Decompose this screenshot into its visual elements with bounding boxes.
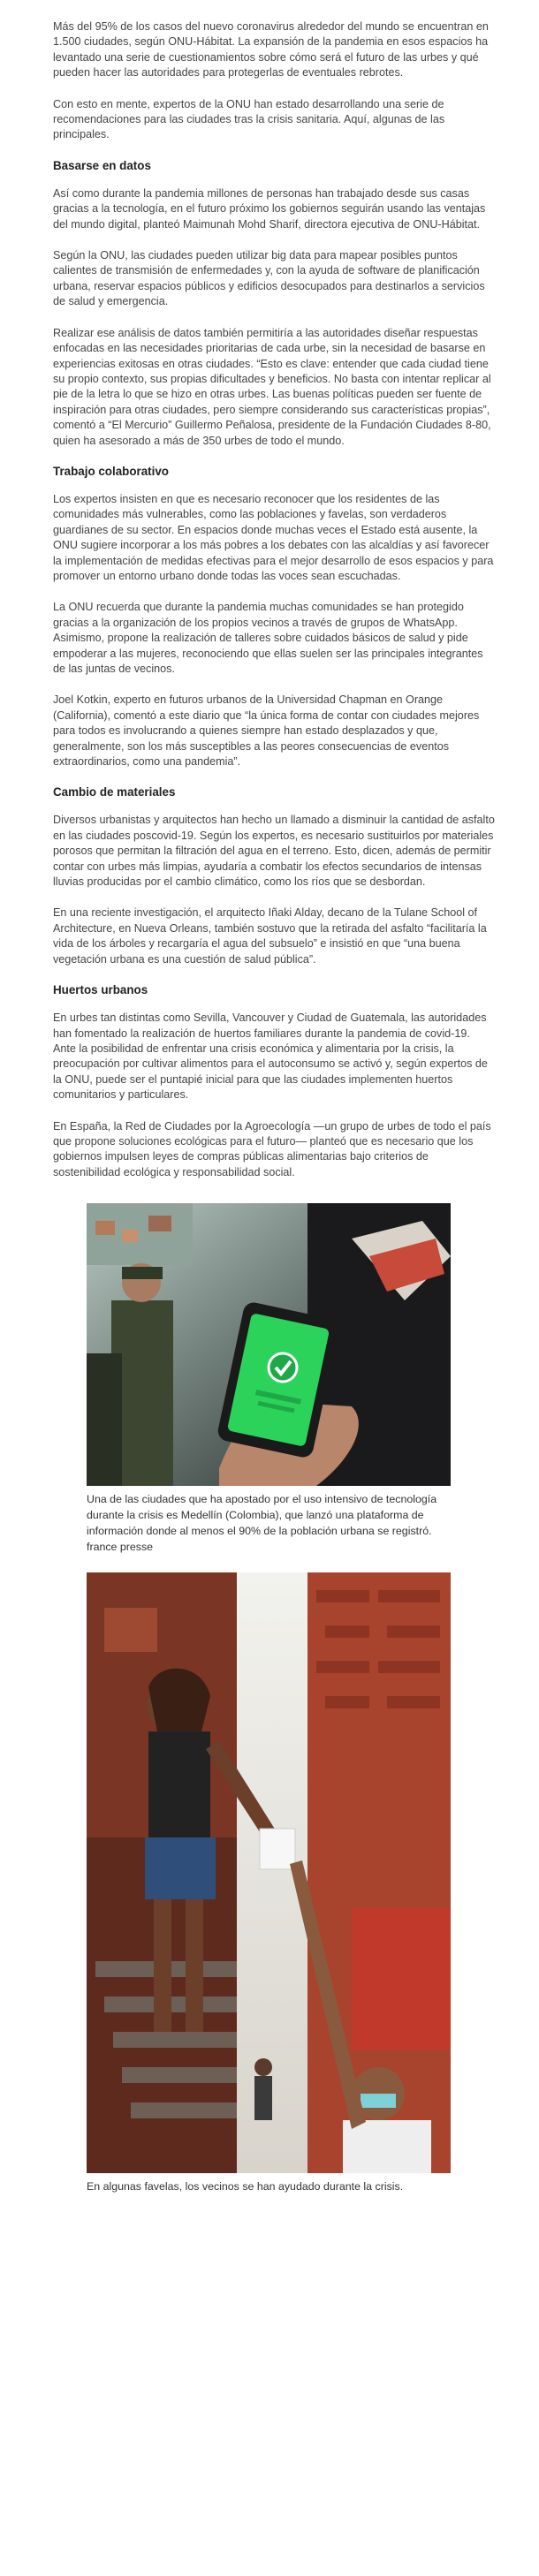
figure-medellin [87,1203,451,1555]
paragraph: Realizar ese análisis de datos también permitiría a las autoridades diseñar respuestas enfocadas en las necesidades prioritarias de cada urbe, sin la necesidad de basarse en experiencias exitosas en otras ciudades. “Esto es clave: entender que cada ciudad tiene su propio contexto, sus propias dificultades y beneficios. No basta con intentar replicar al pie de la letra lo que se hizo en otras urbes. Las buenas políticas pueden ser fuente de inspiración para otras ciudades, pero siempre considerando sus características propias”, comentó a “El Mercurio” Guillermo Peñalosa, presidente de la Fundación Ciudades 8-80, quien ha asesorado a más de 350 urbes de todo el mundo. [53,326,491,447]
paragraph: Joel Kotkin, experto en futuros urbanos de la Universidad Chapman en Orange (California), comentó a este diario que “la única forma de contar con ciudades mejores para todos es involucrando a quienes siempre han estado desplazados y que, generalmente, son los más susceptibles a las peores consecuencias de eventos extraordinarios, como una pandemia”. [53,693,480,769]
section-heading-datos: Basarse en datos [53,158,151,172]
intro-paragraph-1: Más del 95% de los casos del nuevo coronavirus alrededor del mundo se encuentran en 1.500 ciudades, según ONU-Hábitat. La expansión de la pandemia en esos espacios ha levantado una serie de cuestionamientos sobre cómo será el futuro de las urbes y qué pueden hacer las autoridades para protegerlas de eventuales rebrotes. [53,20,489,80]
paragraph: La ONU recuerda que durante la pandemia muchas comunidades se han protegido gracias a la organización de los propios vecinos a través de grupos de WhatsApp. Asimismo, propone la realización de talleres sobre cuidados básicos de salud y pide empoderar a las mujeres, reconociendo que ellas suelen ser las principales integrantes de las juntas de vecinos. [53,601,483,675]
figure-caption: Una de las ciudades que ha apostado por el uso intensivo de tecnología durante la crisis es Medellín (Colombia), que lanzó una plataforma de información donde al menos el 90% de la población urbana se registró. france presse [87,1493,437,1554]
article-body [53,19,495,2194]
intro-paragraph-2: Con esto en mente, expertos de la ONU han estado desarrollando una serie de recomendaciones para las ciudades tras la crisis sanitaria. Aquí, algunas de las principales. [53,97,445,141]
paragraph: En una reciente investigación, el arquitecto Iñaki Alday, decano de la Tulane School of Architecture, en Nueva Orleans, también sostuvo que la retirada del asfalto “facilitaría la vida de los árboles y recargaría el agua del subsuelo” e insistió en que “una buena vegetación urbana es una cuestión de salud pública”. [53,906,487,966]
section-heading-colaborativo: Trabajo colaborativo [53,464,169,478]
paragraph: Diversos urbanistas y arquitectos han hecho un llamado a disminuir la cantidad de asfalto en las ciudades poscovid-19. Según los expertos, es necesario sustituirlos por materiales porosos que permitan la filtración del agua en el terreno. Esto, dicen, además de permitir contar con urbes más limpias, ayudaría a combatir los efectos secundarios de intensas lluvias producidas por el cambio climático, como los ríos que se desbordan. [53,814,495,889]
section-heading-huertos: Huertos urbanos [53,983,148,997]
figure-favela [87,1572,451,2194]
paragraph: En urbes tan distintas como Sevilla, Vancouver y Ciudad de Guatemala, las autoridades han fomentado la realización de huertos familiares durante la pandemia de covid-19. Ante la posibilidad de enfrentar una crisis económica y alimentaria por la crisis, la preocupación por cultivar alimentos para el autoconsumo se activó y, según expertos de la ONU, puede ser el puntapié inicial para que las ciudades implementen huertos comunitarios y particulares. [53,1011,488,1102]
paragraph: Los expertos insisten en que es necesario reconocer que los residentes de las comunidades más vulnerables, como las poblaciones y favelas, son verdaderos guardianes de su sector. En espacios donde muchas veces el Estado está ausente, la ONU sugiere incorporar a los más pobres a los debates con las alcaldías y así favorecer la implementación de medidas efectivas para el mejor desarrollo de esos espacios y para promover un entorno urbano donde todas las voces sean escuchadas. [53,492,494,582]
paragraph: Según la ONU, las ciudades pueden utilizar big data para mapear posibles puntos calientes de transmisión de enfermedades y, con la ayuda de software de planificación urbana, reservar espacios públicos y edificios desocupados para destinarlos a servicios de salud y emergencia. [53,249,485,308]
favela-scene-illustration [87,1572,451,2173]
section-heading-materiales: Cambio de materiales [53,785,176,799]
photo-medellin-phone [87,1203,451,1486]
figure-caption: En algunas favelas, los vecinos se han ayudado durante la crisis. [87,2180,404,2193]
paragraph: Así como durante la pandemia millones de personas han trabajado desde sus casas gracias a la tecnología, en el futuro próximo los gobiernos seguirán usando las ventajas del mundo digital, planteó Maimunah Mohd Sharif, directora ejecutiva de ONU-Hábitat. [53,186,486,231]
phone-scene-illustration [87,1203,451,1486]
photo-favela-neighbors [87,1572,451,2173]
paragraph: En España, la Red de Ciudades por la Agroecología —un grupo de urbes de todo el país que propone soluciones ecológicas para el futuro— planteó que es necesario que los gobiernos impulsen leyes de compras públicas alimentarias bajo criterios de sostenibilidad ecológica y responsabilidad social. [53,1119,491,1178]
